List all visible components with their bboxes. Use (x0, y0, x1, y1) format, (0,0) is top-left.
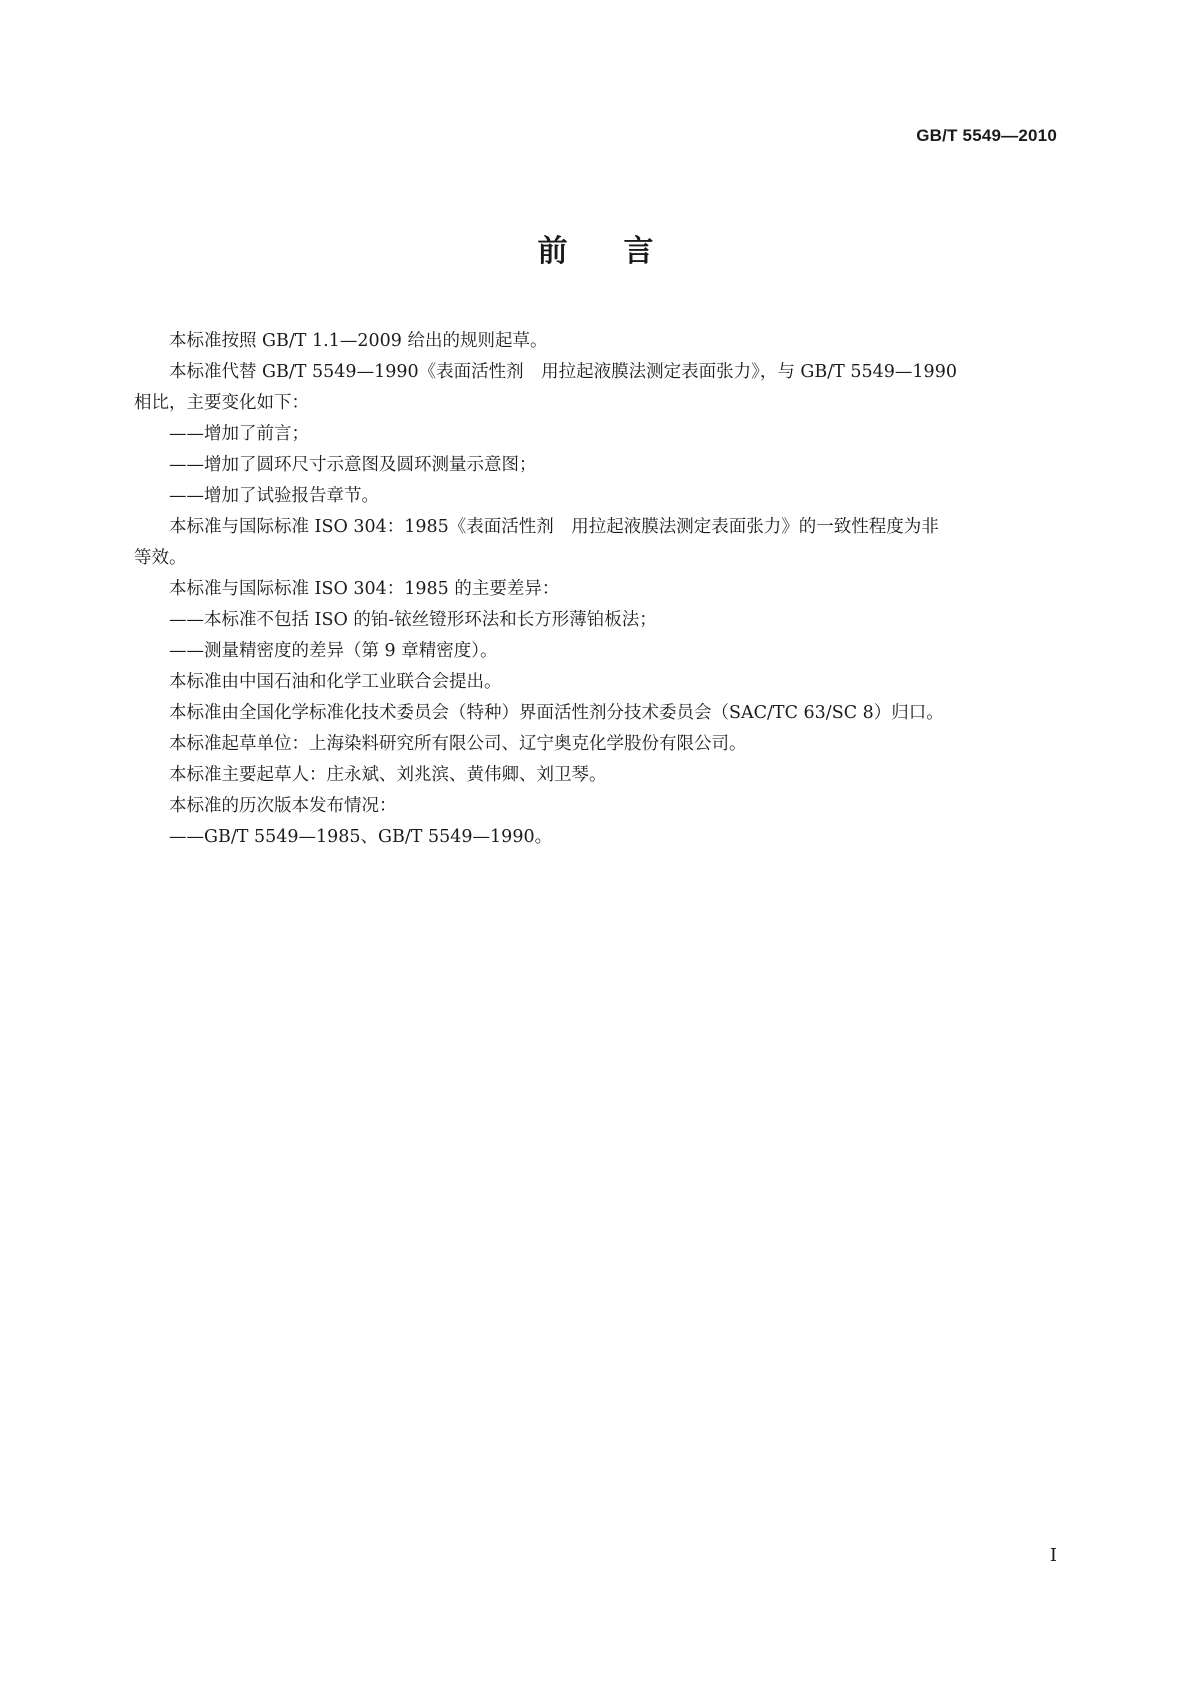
paragraph-drafting-rules: 本标准按照 GB/T 1.1—2009 给出的规则起草。 (169, 331, 548, 351)
standard-number: GB/T 5549—2010 (916, 126, 1057, 145)
paragraph-replaces-continued: 相比，主要变化如下： (134, 393, 309, 413)
page-title: 前言 (537, 234, 710, 269)
change-item-ring-diagrams: ——增加了圆环尺寸示意图及圆环测量示意图； (169, 455, 537, 475)
difference-item-methods: ——本标准不包括 ISO 的铂-铱丝镫形环法和长方形薄铂板法； (169, 610, 657, 630)
difference-item-precision: ——测量精密度的差异（第 9 章精密度）。 (169, 641, 498, 661)
paragraph-drafting-units: 本标准起草单位：上海染料研究所有限公司、辽宁奥克化学股份有限公司。 (169, 734, 747, 754)
paragraph-version-history: 本标准的历次版本发布情况： (169, 796, 397, 816)
foreword-body (134, 326, 1058, 853)
paragraph-centralized-by: 本标准由全国化学标准化技术委员会（特种）界面活性剂分技术委员会（SAC/TC 63/SC 8）归口。 (169, 703, 944, 723)
change-item-foreword: ——增加了前言； (169, 424, 309, 444)
paragraph-replaces: 本标准代替 GB/T 5549—1990《表面活性剂 用拉起液膜法测定表面张力》，与 GB/T 5549—1990 (169, 362, 957, 382)
paragraph-iso-differences: 本标准与国际标准 ISO 304：1985 的主要差异： (169, 579, 560, 599)
paragraph-iso-consistency: 本标准与国际标准 ISO 304：1985《表面活性剂 用拉起液膜法测定表面张力》的一致性程度为非 (169, 517, 939, 537)
change-item-test-report: ——增加了试验报告章节。 (169, 486, 379, 506)
paragraph-iso-consistency-continued: 等效。 (134, 548, 187, 568)
page-number: I (1049, 1545, 1057, 1566)
paragraph-drafters: 本标准主要起草人：庄永斌、刘兆滨、黄伟卿、刘卫琴。 (169, 765, 607, 785)
version-history-item: ——GB/T 5549—1985、GB/T 5549—1990。 (169, 827, 553, 847)
paragraph-proposed-by: 本标准由中国石油和化学工业联合会提出。 (169, 672, 502, 692)
